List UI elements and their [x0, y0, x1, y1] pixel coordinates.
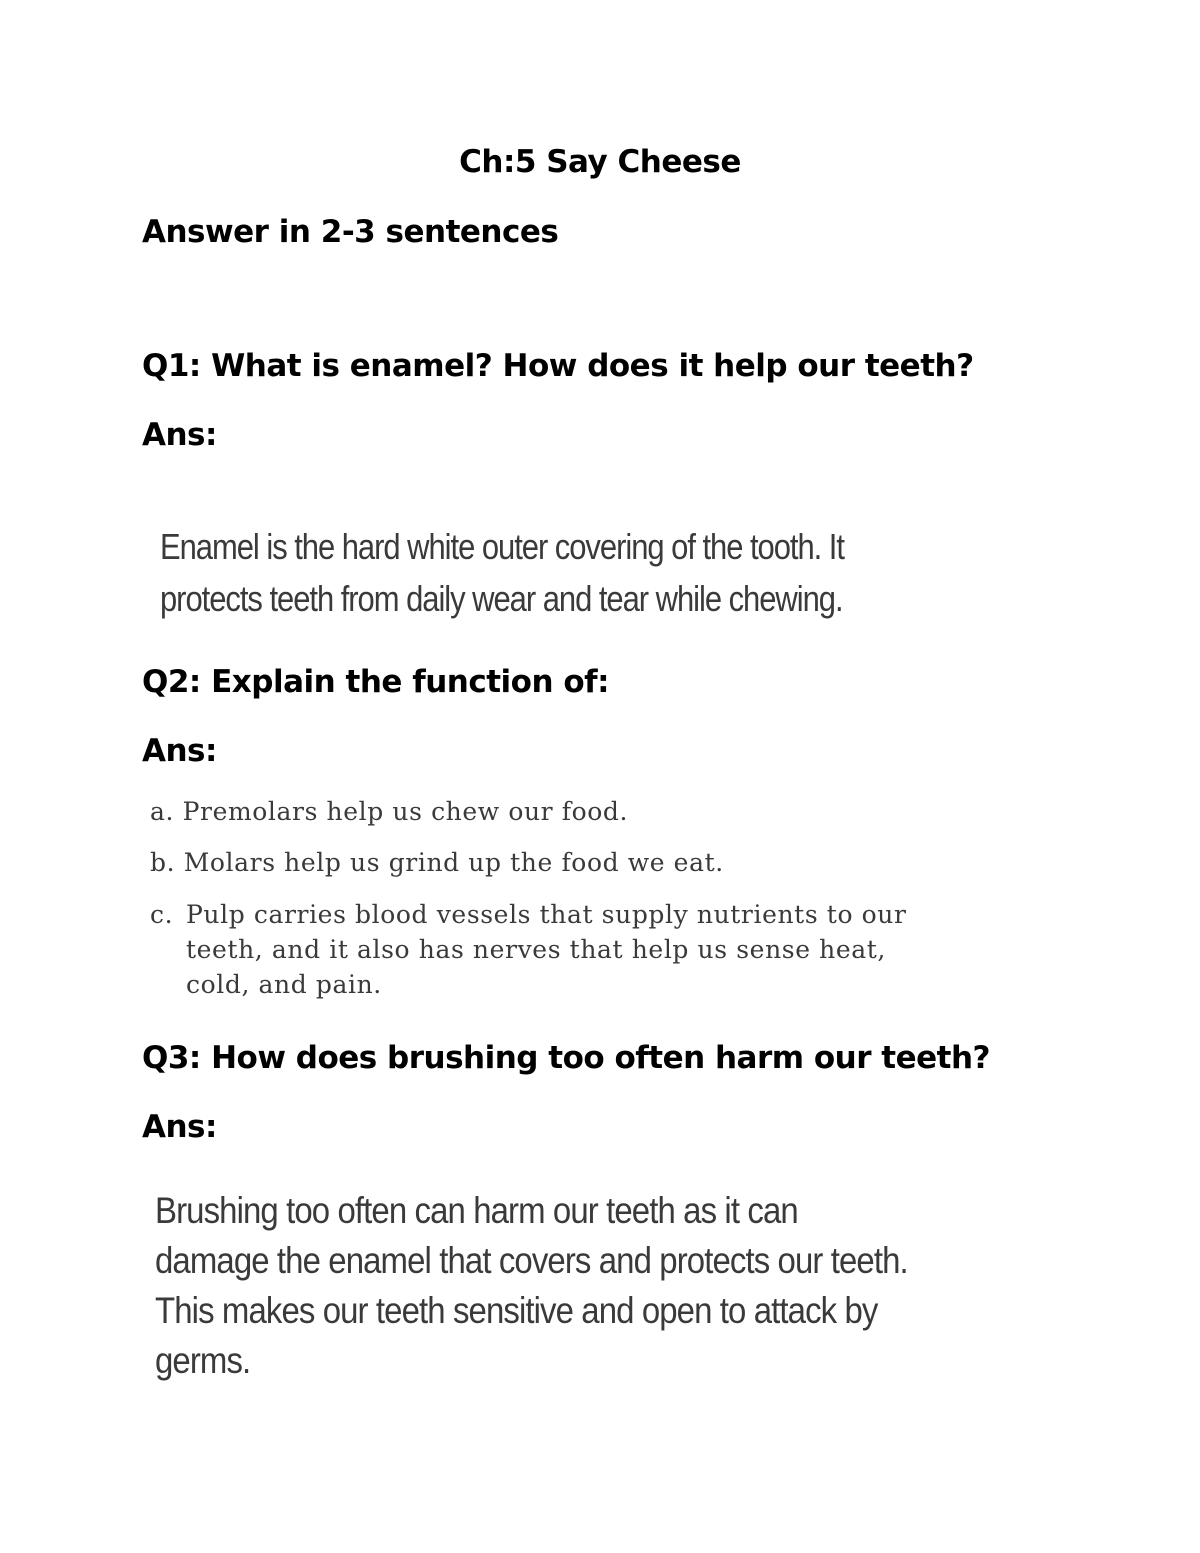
list-item-text: Premolars help us chew our food.	[182, 797, 629, 826]
answer-label-3: Ans:	[142, 1109, 217, 1145]
list-marker-b: b.	[150, 848, 176, 877]
list-item-text: teeth, and it also has nerves that help us sense heat,	[186, 935, 886, 964]
page-title: Ch:5 Say Cheese	[459, 144, 741, 180]
answer-2-item-c	[150, 897, 907, 1002]
list-item-text: cold, and pain.	[186, 970, 382, 999]
list-marker-a: a.	[150, 797, 175, 826]
answer-1-line: Enamel is the hard white outer covering of the tooth. It	[160, 526, 844, 567]
answer-1-block	[160, 521, 844, 625]
instruction-text: Answer in 2-3 sentences	[142, 214, 559, 250]
list-marker-c: c.	[150, 900, 174, 929]
answer-label-2: Ans:	[142, 733, 217, 769]
answer-3-block	[155, 1186, 908, 1386]
answer-label-1: Ans:	[142, 417, 217, 453]
answer-3-line: This makes our teeth sensitive and open to attack by	[155, 1290, 878, 1331]
question-3: Q3: How does brushing too often harm our teeth?	[142, 1040, 991, 1076]
answer-2-item-b	[150, 845, 724, 880]
list-item-text: Pulp carries blood vessels that supply nutrients to our	[186, 900, 907, 929]
question-2: Q2: Explain the function of:	[142, 664, 609, 700]
answer-3-line: Brushing too often can harm our teeth as it can	[155, 1190, 798, 1231]
answer-3-line: germs.	[155, 1340, 251, 1381]
answer-2-item-a	[150, 794, 628, 829]
list-item-text: Molars help us grind up the food we eat.	[183, 848, 724, 877]
question-1: Q1: What is enamel? How does it help our teeth?	[142, 348, 974, 384]
answer-3-line: damage the enamel that covers and protects our teeth.	[155, 1240, 908, 1281]
answer-1-line: protects teeth from daily wear and tear while chewing.	[160, 578, 843, 619]
